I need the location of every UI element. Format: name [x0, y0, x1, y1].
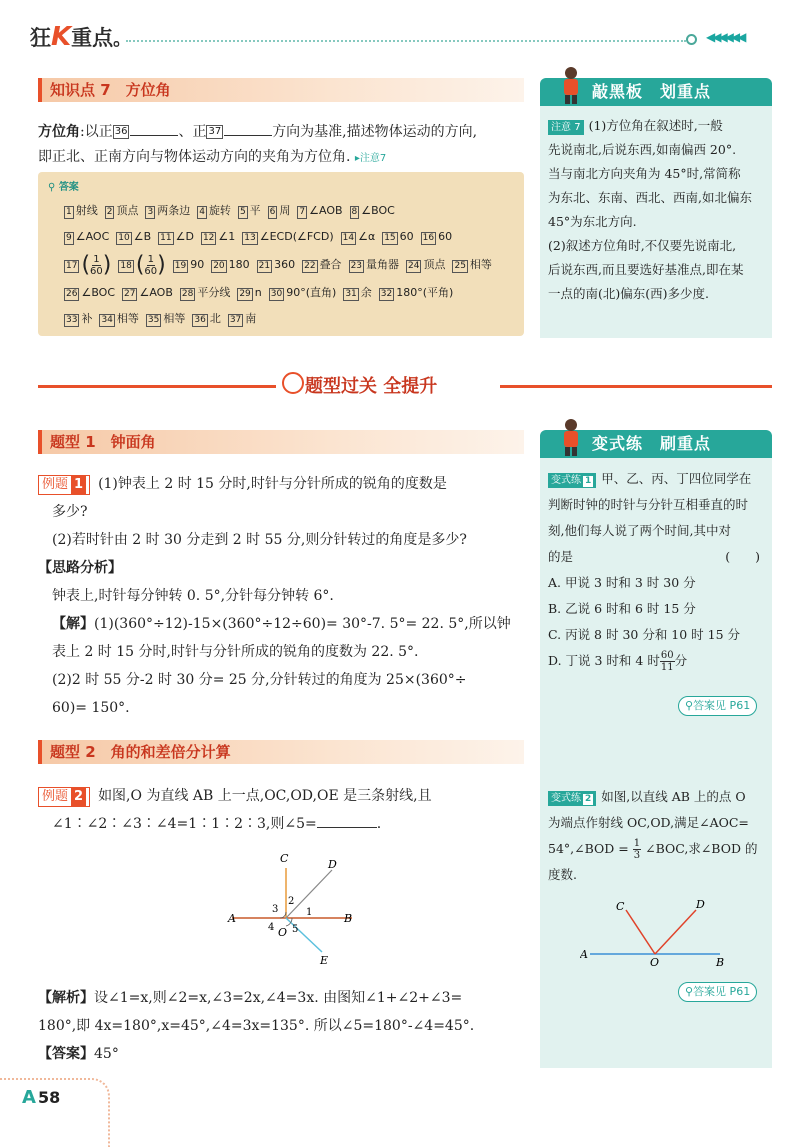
note-line: 先说南北,后说东西,如南偏西 20°. [548, 142, 737, 157]
answer-box-title [48, 178, 79, 193]
answer-row-rest [173, 254, 499, 276]
answer-item [406, 254, 445, 276]
label-o: O [650, 956, 660, 966]
paren-open: ( [135, 252, 145, 277]
answer-value: 180°(平角) [396, 286, 454, 299]
note-line: 为东北、东南、西北、西南,如北偏东 [548, 190, 752, 205]
teacher-figure-icon [558, 66, 584, 104]
answer-value: 顶点 [423, 258, 446, 271]
answer-item [341, 226, 376, 248]
option-c: C. 丙说 8 时 30 分和 10 时 15 分 [548, 627, 741, 642]
variant-question: 54°,∠BOD = [548, 841, 629, 856]
variant-question: 的是 [548, 549, 574, 564]
answer-item [64, 226, 109, 248]
note-line: 一点的南(北)偏东(西)多少度. [548, 286, 709, 301]
solution-text: 表上 2 时 15 分时,时针与分针所成的锐角的度数为 22. 5°. [52, 644, 419, 660]
section-title-kp7: 知识点 7 方位角 [50, 81, 171, 99]
section-title-type2: 题型 2 角的和差倍分计算 [50, 743, 231, 761]
variant-question: 判断时钟的时针与分针互相垂直的时 [548, 497, 749, 512]
note-line: 后说东西,而且要选好基准点,即在某 [548, 262, 744, 277]
variant-question: 如图,以直线 AB 上的点 O [601, 789, 746, 804]
answer-num: 28 [181, 289, 194, 299]
answer-value: n [254, 286, 262, 299]
def-text-4: 即正北、正南方向与物体运动方向的夹角为方位角. [38, 149, 351, 165]
answer-text: 45° [94, 1046, 119, 1062]
option-b: B. 乙说 6 时和 6 时 15 分 [548, 601, 696, 616]
answer-value: 两条边 [157, 204, 191, 217]
answer-value: 60 [399, 230, 414, 243]
answer-item [297, 200, 342, 222]
kp7-definition [38, 120, 528, 171]
analysis-label: 【思路分析】 [38, 560, 122, 576]
paren-close: ) [102, 252, 112, 277]
answer-value: 顶点 [116, 204, 139, 217]
answer-num: 12 [202, 233, 215, 243]
answer-num: 13 [244, 233, 256, 243]
label-b: B [716, 956, 725, 966]
solution-text: 60)= 150°. [52, 700, 130, 716]
answer-value: ∠AOB [139, 286, 173, 299]
answer-value: 补 [81, 312, 93, 325]
page-mark-icon: A [22, 1087, 36, 1108]
paren-open: ( [81, 252, 91, 277]
answer-num: 27 [124, 289, 136, 299]
label-o: O [278, 926, 288, 939]
answer-box [38, 172, 524, 336]
answer-num: 23 [350, 261, 363, 271]
answer-num: 4 [199, 207, 205, 217]
answer-value: ∠BOC [361, 204, 395, 217]
answer-value: 量角器 [366, 258, 400, 271]
answer-num: 19 [174, 261, 187, 271]
answer-value: 相等 [116, 312, 139, 325]
answer-item [105, 200, 139, 222]
answer-value: 北 [209, 312, 221, 325]
answer-num: 10 [118, 233, 130, 243]
answer-item [421, 226, 452, 248]
answer-item [173, 254, 204, 276]
variant-tag-number: 2 [585, 794, 592, 804]
example-tag-1 [38, 475, 90, 495]
answer-item [382, 226, 413, 248]
answer-num: 7 [299, 207, 306, 217]
variant-2 [548, 784, 770, 888]
def-text-3: 方向为基准,描述物体运动的方向, [272, 124, 478, 140]
frac-num: 1 [633, 838, 641, 849]
paren-close: ) [157, 252, 166, 277]
answer-value: ∠ECD(∠FCD) [259, 230, 334, 243]
logo [30, 22, 131, 52]
answer-num: 33 [66, 315, 78, 325]
logo-k: K [51, 22, 72, 52]
answer-num: 8 [351, 207, 358, 217]
target-icon [282, 372, 304, 394]
option-d-text: D. 丁说 3 时和 4 时 [548, 653, 660, 668]
answer-item [268, 200, 291, 222]
angle-label-4: 4 [268, 922, 275, 933]
header-dotted-line [126, 40, 686, 42]
key-icon: ⚲ [685, 985, 694, 998]
page-number [22, 1087, 60, 1108]
section-bar-type2 [38, 740, 524, 764]
note-tag-label: 注意 [551, 122, 571, 133]
blank-36-number: 36 [114, 126, 128, 137]
note-tag-number: 7 [574, 122, 581, 133]
analysis-text: 设∠1=x,则∠2=x,∠3=2x,∠4=3x. 由图知∠1+∠2+∠3= [94, 990, 463, 1006]
label-d: D [696, 898, 705, 911]
def-text-1: :以正 [80, 124, 113, 140]
analysis-text: 180°,即 4x=180°,x=45°,∠4=3x=135°. 所以∠5=180°-∠4=45°. [38, 1018, 475, 1034]
blank-36 [130, 120, 178, 136]
answer-value: 旋转 [208, 204, 231, 217]
answer-num: 24 [408, 261, 420, 271]
answer-num: 34 [101, 315, 113, 325]
answer-item [64, 308, 92, 330]
page-number-text: 58 [37, 1088, 61, 1107]
label-a: A [228, 912, 236, 925]
see-answer-text: 答案见 P61 [693, 985, 751, 998]
sidebar-title-2: 变式练 刷重点 [592, 434, 712, 453]
example-label: 例题 [42, 477, 69, 492]
answer-item [349, 254, 399, 276]
answer-num: 31 [345, 289, 357, 299]
answer-value: ∠BOC [81, 286, 116, 299]
example-1 [38, 470, 533, 722]
logo-text-post: 重点 [71, 26, 114, 50]
angle-label-3: 3 [272, 904, 279, 915]
angle-label-2: 2 [288, 896, 295, 907]
divider-title: 题型过关 全提升 [305, 376, 438, 397]
answer-num: 2 [106, 207, 113, 217]
answer-value: 平 [249, 204, 261, 217]
sidebar-box-1 [540, 106, 772, 338]
sidebar-note-text [548, 114, 770, 306]
question-text: ∠1∶∠2∶∠3∶∠4=1∶1∶2∶3,则∠5= [52, 816, 317, 832]
see-answer-link-1[interactable] [678, 696, 757, 716]
answer-value: ∠AOB [309, 204, 343, 217]
answer-row [64, 306, 520, 332]
sidebar-header-1 [540, 78, 772, 106]
option-a: A. 甲说 3 时和 3 时 30 分 [548, 575, 696, 590]
answer-item [379, 282, 454, 304]
answer-value: 射线 [75, 204, 98, 217]
answer-grid [64, 198, 520, 332]
answer-item [64, 254, 111, 277]
answer-item [64, 282, 115, 304]
question-text: (2)若时针由 2 时 30 分走到 2 时 55 分,则分针转过的角度是多少? [52, 532, 467, 548]
divider-line-left [38, 385, 276, 388]
answer-item [146, 308, 185, 330]
answer-row [64, 224, 520, 250]
answer-num: 17 [66, 261, 78, 271]
solution-text: (2)2 时 55 分-2 时 30 分= 25 分,分针转过的角度为 25×(360°÷ [52, 672, 467, 688]
frac-num: 60 [660, 650, 674, 661]
answer-value: 60 [438, 230, 453, 243]
logo-dot: 。 [113, 29, 132, 50]
fraction [633, 838, 641, 861]
answer-item [257, 254, 295, 276]
variant-question: 为端点作射线 OC,OD,满足∠AOC= [548, 815, 749, 830]
answer-item [238, 200, 261, 222]
answer-num: 9 [66, 233, 72, 243]
page-header [30, 22, 770, 62]
answer-num: 14 [342, 233, 355, 243]
note-line: (1)方位角在叙述时,一般 [588, 118, 723, 133]
answer-item [118, 254, 165, 277]
variant-question: ∠BOC,求∠BOD 的 [645, 841, 758, 856]
answer-num: 11 [160, 233, 172, 243]
frac-den: 60 [144, 265, 158, 277]
section-title-type1: 题型 1 钟面角 [50, 433, 156, 451]
answer-value: 相等 [163, 312, 186, 325]
solution-label: 【解】 [52, 616, 94, 632]
answer-item [158, 226, 194, 248]
example-number: 1 [71, 476, 86, 494]
answer-value: 叠合 [319, 258, 342, 271]
frac-den: 11 [660, 662, 674, 673]
section-bar-type1 [38, 430, 524, 454]
answer-item [452, 254, 491, 276]
answer-value: 相等 [469, 258, 492, 271]
question-end: . [376, 816, 382, 832]
frac-num: 1 [93, 253, 100, 265]
variant-tag-label: 变式练 [551, 475, 581, 486]
example-2-figure [222, 850, 362, 970]
analysis-label: 【解析】 [38, 990, 94, 1006]
answer-num: 36 [194, 315, 206, 325]
note-line: (2)叙述方位角时,不仅要先说南北, [548, 238, 737, 253]
angle-label-1: 1 [306, 907, 313, 918]
answer-num: 22 [304, 261, 316, 271]
answer-num: 15 [384, 233, 396, 243]
def-label: 方位角 [38, 124, 80, 140]
divider-line-right [500, 385, 772, 388]
answer-value: ∠B [133, 230, 152, 243]
sidebar-title-1: 敲黑板 划重点 [592, 82, 712, 101]
answer-value: ∠D [175, 230, 194, 243]
fraction [660, 650, 675, 673]
answer-item [180, 282, 230, 304]
answer-item [237, 282, 261, 304]
answer-num: 20 [213, 261, 225, 271]
angle-arc [280, 912, 286, 918]
answer-value: 平分线 [197, 286, 231, 299]
answer-value: 90°(直角) [286, 286, 337, 299]
example-label: 例题 [42, 789, 69, 804]
answer-item [116, 226, 151, 248]
answer-num: 5 [239, 207, 246, 217]
answer-item [302, 254, 341, 276]
variant-question: 刻,他们每人说了两个时间,其中对 [548, 523, 731, 538]
answer-value: 360 [274, 258, 296, 271]
sidebar-header-2 [540, 430, 772, 458]
def-text-2: 、正 [178, 124, 207, 140]
note-ref-link[interactable]: ▸注意7 [354, 153, 387, 164]
variant-tag-1 [548, 473, 596, 488]
answer-value: 余 [360, 286, 372, 299]
student-figure-icon [558, 418, 584, 456]
blank-37 [224, 120, 272, 136]
analysis-text: 钟表上,时针每分钟转 0. 5°,分针每分钟转 6°. [52, 588, 334, 604]
variant-question: 甲、乙、丙、丁四位同学在 [601, 471, 752, 486]
header-circle-icon [686, 34, 697, 45]
answer-num: 25 [454, 261, 466, 271]
header-arrows-icon: ◀◀◀◀◀◀ [706, 30, 744, 44]
answer-row [64, 198, 520, 224]
see-answer-text: 答案见 P61 [693, 699, 751, 712]
answer-num: 29 [239, 289, 251, 299]
answer-item [197, 200, 231, 222]
answer-num: 18 [120, 261, 132, 271]
answer-item [269, 282, 337, 304]
logo-text-pre: 狂 [30, 26, 51, 50]
variant-question: 度数. [548, 867, 577, 882]
label-c: C [280, 852, 289, 865]
answer-row [64, 250, 520, 280]
example-2 [38, 782, 533, 838]
answer-value: 90 [190, 258, 205, 271]
variant-tag-number: 1 [585, 476, 592, 486]
label-b: B [344, 912, 353, 925]
answer-title-text: 答案 [58, 182, 79, 193]
answer-num: 21 [258, 261, 271, 271]
section-bar-kp7 [38, 78, 524, 102]
answer-item [192, 308, 220, 330]
answer-item [211, 254, 249, 276]
question-text: (1)钟表上 2 时 15 分时,时针与分针所成的锐角的度数是 [98, 476, 447, 492]
see-answer-link-2[interactable] [678, 982, 757, 1002]
answer-num: 26 [66, 289, 78, 299]
label-d: D [328, 858, 337, 871]
option-d [548, 650, 688, 673]
frac-num: 1 [147, 253, 154, 265]
fraction [90, 254, 103, 277]
ray-oc [626, 910, 655, 954]
answer-item [242, 226, 333, 248]
answer-value: ∠1 [218, 230, 236, 243]
answer-value: ∠AOC [75, 230, 110, 243]
angle-label-5: 5 [292, 924, 299, 935]
answer-num: 30 [270, 289, 283, 299]
answer-num: 37 [229, 315, 242, 325]
answer-parentheses: ( ) [725, 549, 760, 564]
sidebar-box-2 [540, 458, 772, 1068]
example-number: 2 [71, 788, 86, 806]
answer-num: 32 [380, 289, 393, 299]
variant-2-figure [580, 896, 730, 966]
answer-num: 1 [66, 207, 72, 217]
label-a: A [580, 948, 588, 961]
key-icon: ⚲ [48, 182, 56, 193]
question-text: 多少? [52, 504, 88, 520]
answer-item [201, 226, 235, 248]
answer-blank [317, 812, 377, 828]
variant-tag-2 [548, 791, 596, 806]
variant-1 [548, 466, 770, 674]
note-line: 45°为东北方向. [548, 214, 637, 229]
label-c: C [616, 900, 625, 913]
frac-den: 3 [633, 850, 641, 861]
answer-item [350, 200, 395, 222]
frac-den: 60 [90, 265, 103, 277]
key-icon: ⚲ [685, 699, 694, 712]
example-2-solution [38, 984, 533, 1068]
answer-num: 3 [147, 207, 154, 217]
answer-value: 周 [279, 204, 291, 217]
answer-item [122, 282, 173, 304]
answer-label: 【答案】 [38, 1046, 94, 1062]
answer-item [64, 200, 98, 222]
answer-item [145, 200, 190, 222]
answer-value: ∠α [358, 230, 376, 243]
answer-num: 16 [422, 233, 435, 243]
question-text: 如图,O 为直线 AB 上一点,OC,OD,OE 是三条射线,且 [98, 788, 432, 804]
note-line: 当与南北方向夹角为 45°时,常简称 [548, 166, 741, 181]
answer-num: 35 [147, 315, 160, 325]
option-d-end: 分 [674, 653, 688, 668]
ray-od [655, 910, 696, 954]
example-tag-2 [38, 787, 90, 807]
answer-item [343, 282, 371, 304]
variant-tag-label: 变式练 [551, 793, 581, 804]
answer-value: 南 [245, 312, 257, 325]
answer-item [228, 308, 256, 330]
blank-37-number: 37 [208, 126, 222, 137]
fraction [144, 254, 157, 277]
answer-row [64, 280, 520, 306]
answer-value: 180 [228, 258, 250, 271]
label-e: E [320, 954, 329, 967]
note-tag [548, 120, 584, 135]
solution-text: (1)(360°÷12)-15×(360°÷12÷60)= 30°-7. 5°= 22. 5°,所以钟 [94, 616, 511, 632]
answer-item [99, 308, 138, 330]
answer-num: 6 [269, 207, 276, 217]
